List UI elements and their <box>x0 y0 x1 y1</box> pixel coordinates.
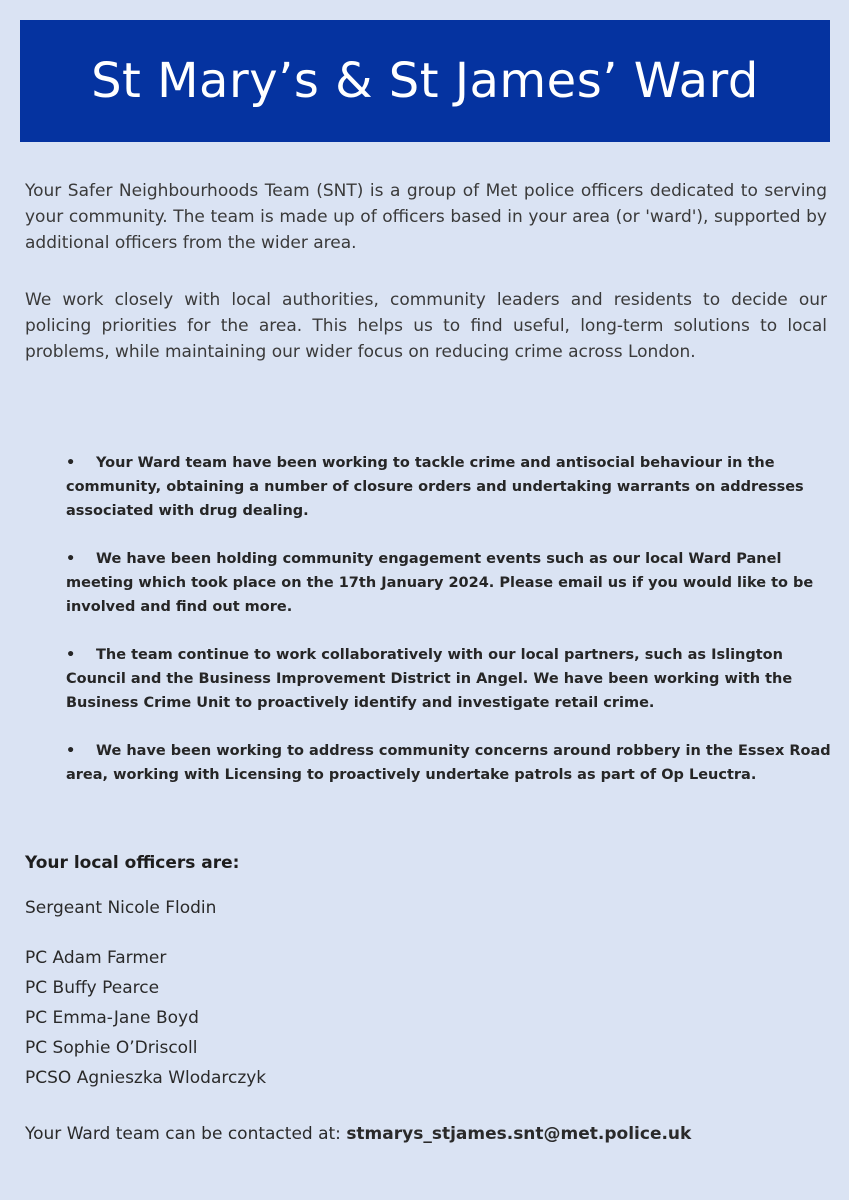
bullet-icon: • <box>66 455 76 471</box>
list-item <box>66 643 832 715</box>
title-banner <box>20 20 830 142</box>
contact-email-link[interactable]: stmarys_stjames.snt@met.police.uk <box>346 1124 692 1144</box>
officer-name: PCSO Agnieszka Wlodarczyk <box>25 1068 267 1088</box>
list-item <box>66 739 832 787</box>
bullet-text: We have been working to address community concerns around robbery in the Essex Road area, working with Licensing to proactively undertake patrols as part of Op Leuctra. <box>66 743 831 783</box>
bullet-icon: • <box>66 551 76 567</box>
officers-heading: Your local officers are: <box>25 853 240 873</box>
list-item <box>66 547 832 619</box>
officer-list <box>25 943 266 1093</box>
officer-name: PC Sophie O’Driscoll <box>25 1038 198 1058</box>
officer-name: PC Buffy Pearce <box>25 978 160 998</box>
bullet-text: Your Ward team have been working to tackle crime and antisocial behaviour in the community, obtaining a number of closure orders and undertaking warrants on addresses associated with drug dealing. <box>66 455 804 519</box>
officer-name: PC Adam Farmer <box>25 948 167 968</box>
officer-name: PC Emma-Jane Boyd <box>25 1008 199 1028</box>
contact-label: Your Ward team can be contacted at: <box>25 1124 341 1144</box>
list-item <box>66 451 832 523</box>
sergeant-name: Sergeant Nicole Flodin <box>25 898 217 918</box>
intro-paragraph-2: We work closely with local authorities, community leaders and residents to decide our policing priorities for the area. This helps us to find useful, long-term solutions to local problems, while maintaining our wider focus on reducing crime across London. <box>25 290 827 362</box>
page-title: St Mary’s & St James’ Ward <box>91 53 759 109</box>
bullet-text: We have been holding community engagement events such as our local Ward Panel meeting which took place on the 17th January 2024. Please email us if you would like to be involved and find out more. <box>66 551 814 615</box>
bullet-icon: • <box>66 743 76 759</box>
bullet-text: The team continue to work collaboratively with our local partners, such as Islington Council and the Business Improvement District in Angel. We have been working with the Business Crime Unit to proactively identify and investigate retail crime. <box>66 647 793 711</box>
update-list <box>66 451 832 811</box>
bullet-icon: • <box>66 647 76 663</box>
intro-paragraph-1: Your Safer Neighbourhoods Team (SNT) is a group of Met police officers dedicated to serving your community. The team is made up of officers based in your area (or 'ward'), supported by additional officers from the wider area. <box>25 181 827 253</box>
contact-line <box>25 1124 691 1144</box>
